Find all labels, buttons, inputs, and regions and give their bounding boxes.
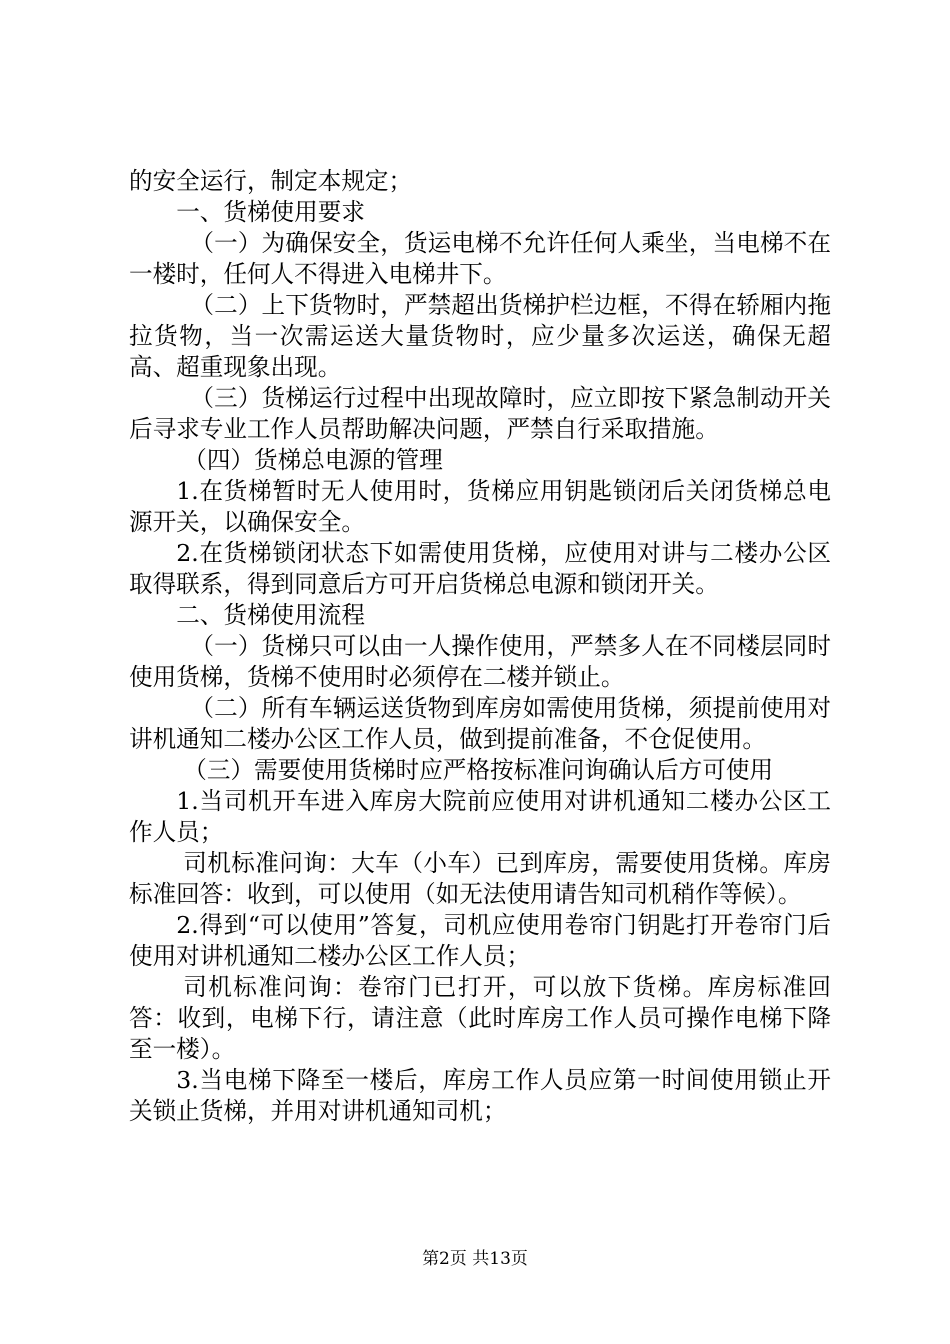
section-heading: 二、货梯使用流程: [176, 601, 365, 629]
paragraph: （三）货梯运行过程中出现故障时，应立即按下紧急制动开关后寻求专业工作人员帮助解决问题，严禁自行采取措施。: [129, 384, 831, 443]
page-footer: 第2页 共13页: [422, 1249, 528, 1269]
section-heading: 一、货梯使用要求: [176, 198, 365, 226]
paragraph: 的安全运行，制定本规定；: [129, 167, 413, 195]
paragraph: （一）货梯只可以由一人操作使用，严禁多人在不同楼层同时使用货梯，货梯不使用时必须停在二楼并锁止。: [129, 632, 831, 691]
paragraph: 1.在货梯暂时无人使用时，货梯应用钥匙锁闭后关闭货梯总电源开关，以确保安全。: [129, 477, 831, 536]
paragraph: （二）所有车辆运送货物到库房如需使用货梯，须提前使用对讲机通知二楼办公区工作人员，做到提前准备，不仓促使用。: [129, 694, 831, 753]
paragraph: 1.当司机开车进入库房大院前应使用对讲机通知二楼办公区工作人员；: [129, 787, 831, 846]
paragraph: （二）上下货物时，严禁超出货梯护栏边框，不得在轿厢内拖拉货物，当一次需运送大量货物时，应少量多次运送，确保无超高、超重现象出现。: [129, 291, 831, 381]
paragraph: （一）为确保安全，货运电梯不允许任何人乘坐，当电梯不在一楼时，任何人不得进入电梯井下。: [129, 229, 831, 288]
paragraph: 司机标准问询：大车（小车）已到库房，需要使用货梯。库房标准回答：收到，可以使用（如无法使用请告知司机稍作等候）。: [129, 849, 831, 908]
subsection-heading: （四）货梯总电源的管理: [183, 446, 443, 474]
body-text: [129, 166, 831, 1127]
paragraph: 2.得到“可以使用”答复，司机应使用卷帘门钥匙打开卷帘门后使用对讲机通知二楼办公区工作人员；: [129, 911, 831, 970]
subsection-heading: （三）需要使用货梯时应严格按标准问询确认后方可使用: [183, 756, 774, 784]
paragraph: 司机标准问询：卷帘门已打开，可以放下货梯。库房标准回答：收到，电梯下行，请注意（此时库房工作人员可操作电梯下降至一楼）。: [129, 973, 831, 1063]
paragraph: 2.在货梯锁闭状态下如需使用货梯，应使用对讲与二楼办公区取得联系，得到同意后方可开启货梯总电源和锁闭开关。: [129, 539, 831, 598]
paragraph: 3.当电梯下降至一楼后，库房工作人员应第一时间使用锁止开关锁止货梯，并用对讲机通知司机；: [129, 1066, 831, 1125]
